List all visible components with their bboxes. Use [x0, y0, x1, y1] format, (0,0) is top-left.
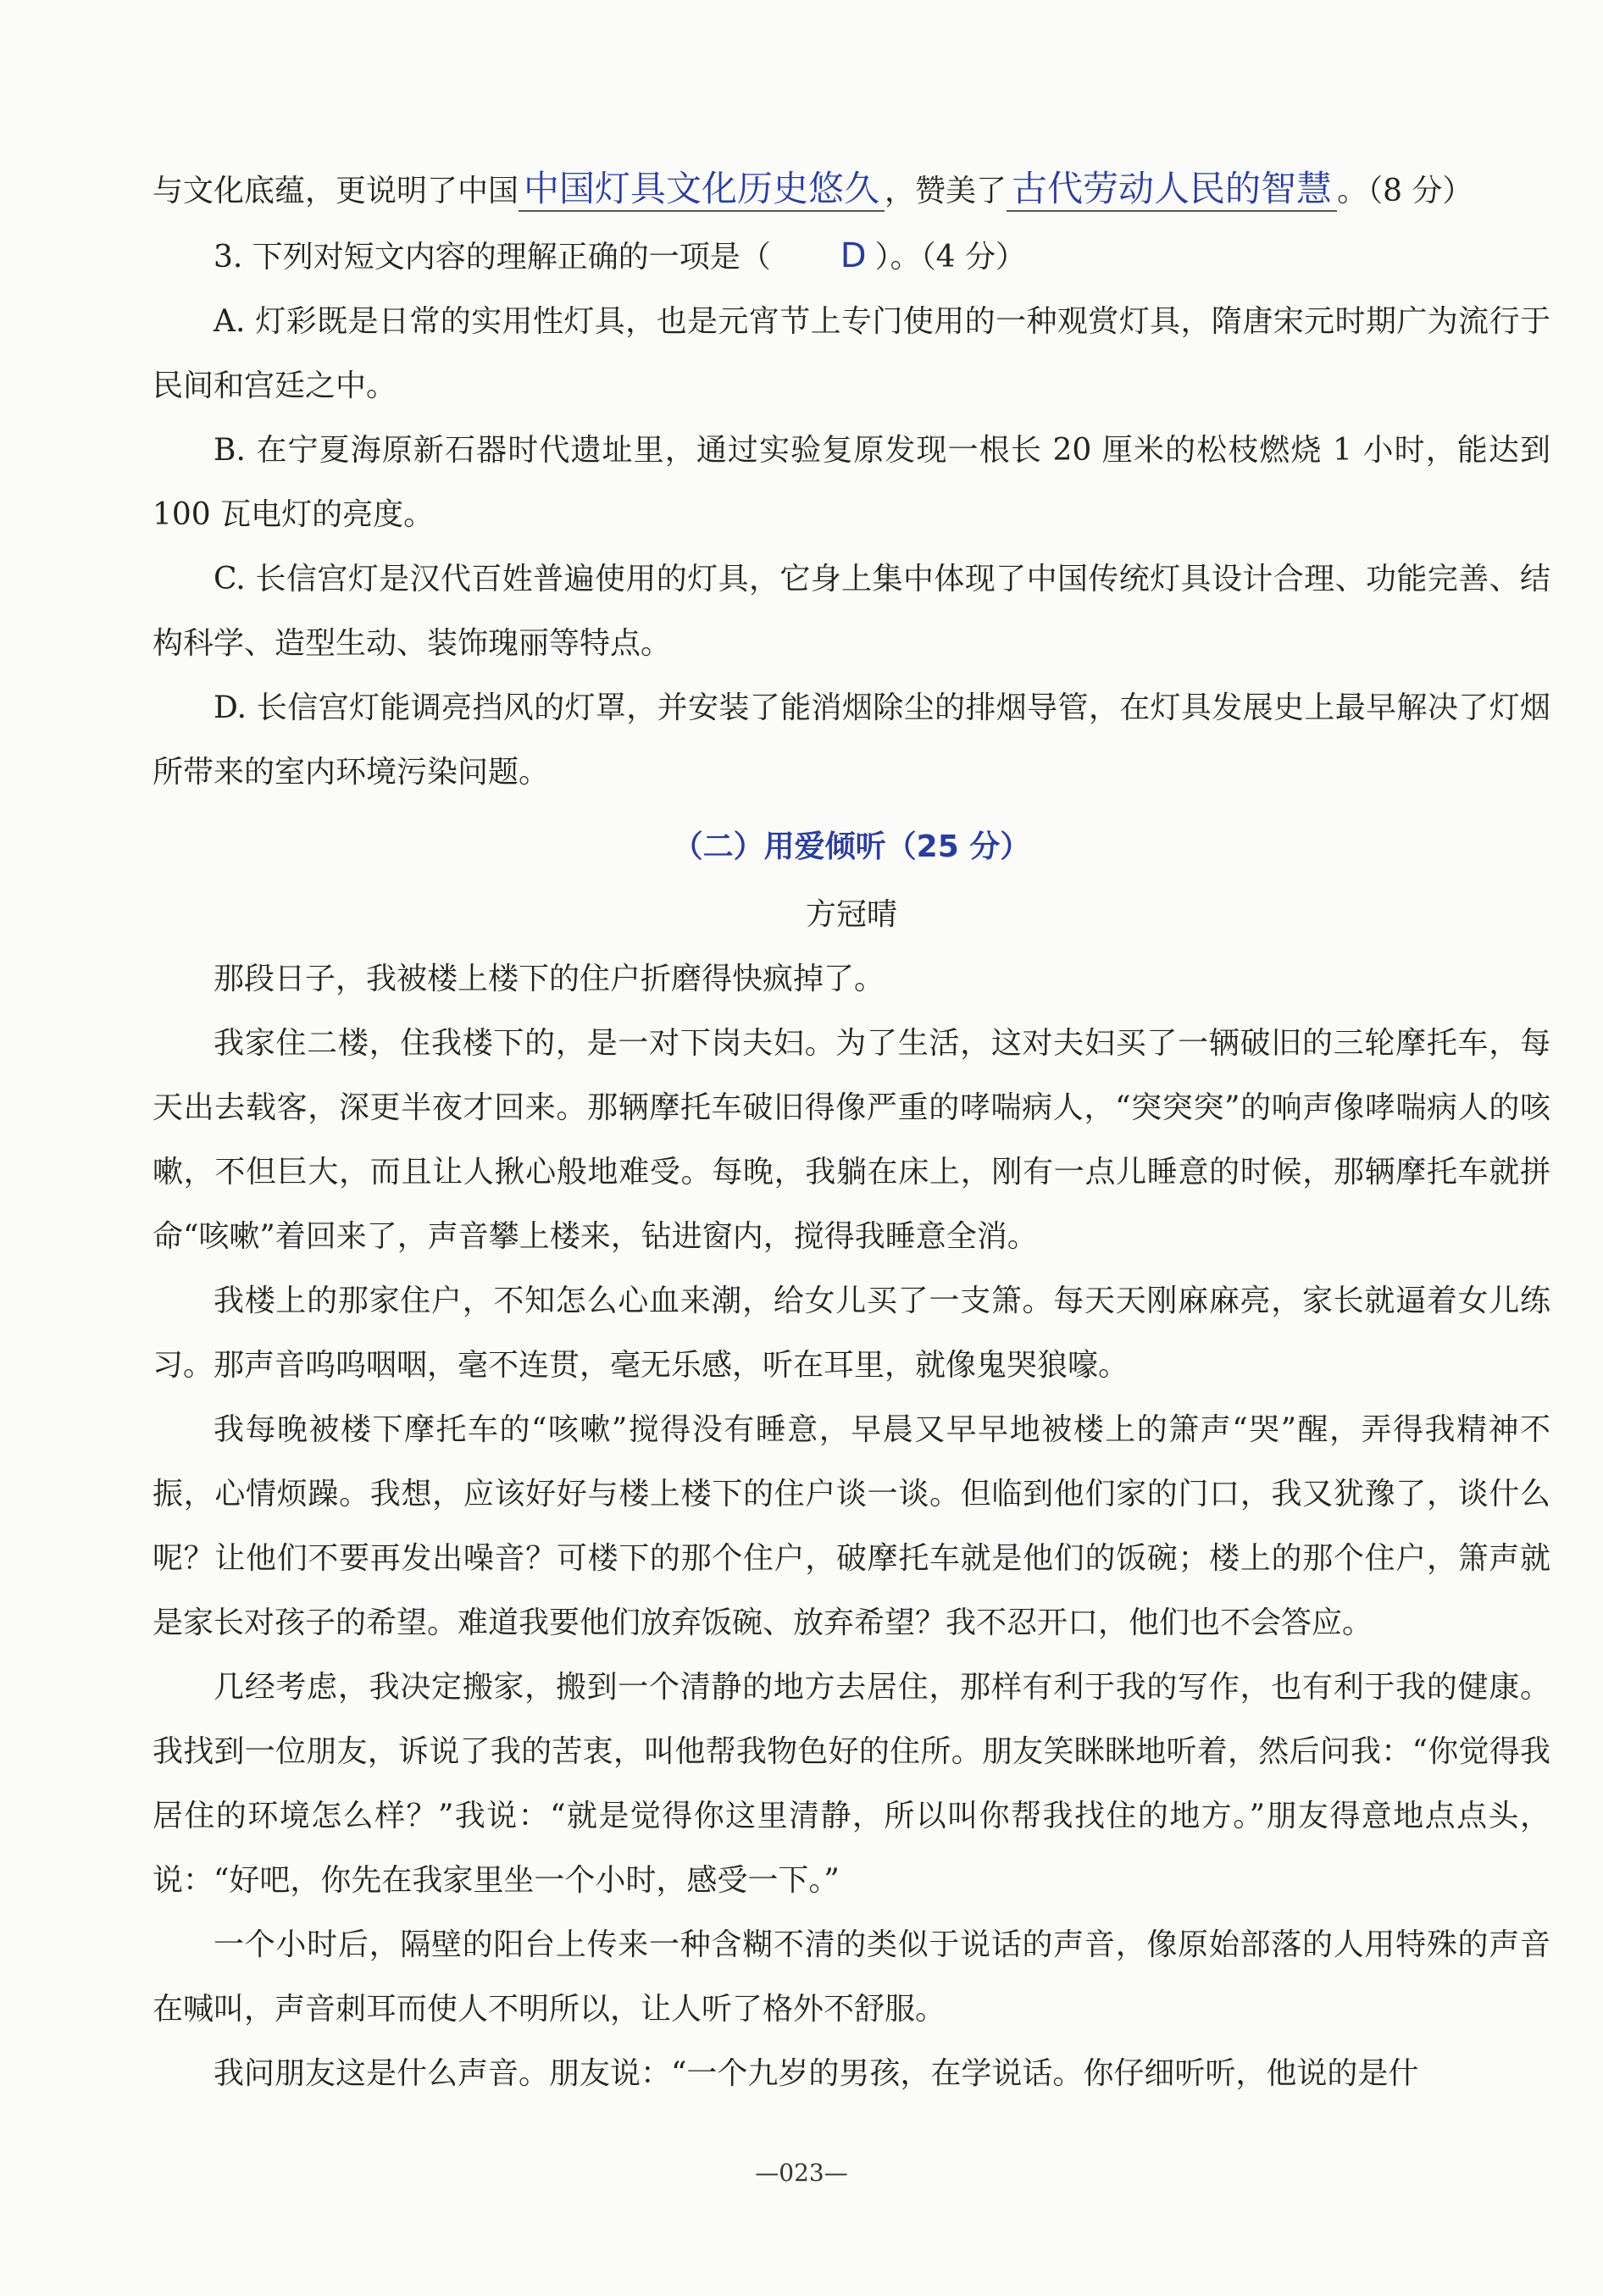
article-paragraph-5: 几经考虑，我决定搬家，搬到一个清静的地方去居住，那样有利于我的写作，也有利于我的健康。我找到一位朋友，诉说了我的苦衷，叫他帮我物色好的住所。朋友笑眯眯地听着，然后问我：“你觉得我居住的环境怎么样？”我说：“就是觉得你这里清静，所以叫你帮我找住的地方。”朋友得意地点点头，说：“好吧，你先在我家里坐一个小时，感受一下。”	[153, 1670, 1550, 1898]
page-number: —023—	[755, 2159, 848, 2187]
q2-text-mid: ，赞美了	[885, 174, 1007, 208]
q3-option-a: A. 灯彩既是日常的实用性灯具，也是元宵节上专门使用的一种观赏灯具，隋唐宋元时期广为流行于民间和宫廷之中。	[153, 304, 1550, 403]
article-paragraph-6: 一个小时后，隔壁的阳台上传来一种含糊不清的类似于说话的声音，像原始部落的人用特殊的声音在喊叫，声音刺耳而使人不明所以，让人听了格外不舒服。	[153, 1927, 1550, 2027]
article-paragraph-4: 我每晚被楼下摩托车的“咳嗽”搅得没有睡意，早晨又早早地被楼上的箫声“哭”醒，弄得我精神不振，心情烦躁。我想，应该好好与楼上楼下的住户谈一谈。但临到他们家的门口，我又犹豫了，谈什么呢？让他们不要再发出噪音？可楼下的那个住户，破摩托车就是他们的饭碗；楼上的那个住户，箫声就是家长对孩子的希望。难道我要他们放弃饭碗、放弃希望？我不忍开口，他们也不会答应。	[153, 1412, 1550, 1640]
q2-answer-1: 中国灯具文化历史悠久	[519, 168, 885, 212]
article-paragraph-1: 那段日子，我被楼上楼下的住户折磨得快疯掉了。	[214, 962, 885, 996]
section-title: （二）用爱倾听（25 分）	[672, 829, 1031, 864]
q2-answer-2: 古代劳动人民的智慧	[1007, 168, 1337, 212]
q3-option-c: C. 长信宫灯是汉代百姓普遍使用的灯具，它身上集中体现了中国传统灯具设计合理、功能完善、结构科学、造型生动、装饰瑰丽等特点。	[153, 562, 1550, 661]
q3-option-d: D. 长信宫灯能调亮挡风的灯罩，并安装了能消烟除尘的排烟导管，在灯具发展史上最早解决了灯烟所带来的室内环境污染问题。	[153, 690, 1550, 790]
q3-option-b: B. 在宁夏海原新石器时代遗址里，通过实验复原发现一根长 20 厘米的松枝燃烧 1 小时，能达到 100 瓦电灯的亮度。	[153, 433, 1550, 532]
q2-text-before: 与文化底蕴，更说明了中国	[153, 174, 519, 208]
q3-answer: D	[840, 236, 867, 275]
question-2-line	[153, 159, 1550, 224]
q3-stem-after: ）。（4 分）	[874, 240, 1026, 275]
article-author: 方冠晴	[805, 897, 897, 932]
question-3-stem	[153, 224, 1550, 290]
article-paragraph-7: 我问朋友这是什么声音。朋友说：“一个九岁的男孩，在学说话。你仔细听听，他说的是什	[214, 2056, 1419, 2091]
page-content	[153, 159, 1550, 2106]
q2-text-after: 。（8 分）	[1337, 174, 1473, 208]
q3-stem-before: 3. 下列对短文内容的理解正确的一项是（	[214, 240, 771, 275]
article-paragraph-3: 我楼上的那家住户，不知怎么心血来潮，给女儿买了一支箫。每天天刚麻麻亮，家长就逼着女儿练习。那声音呜呜咽咽，毫不连贯，毫无乐感，听在耳里，就像鬼哭狼嚎。	[153, 1284, 1550, 1383]
article-paragraph-2: 我家住二楼，住我楼下的，是一对下岗夫妇。为了生活，这对夫妇买了一辆破旧的三轮摩托车，每天出去载客，深更半夜才回来。那辆摩托车破旧得像严重的哮喘病人，“突突突”的响声像哮喘病人的咳嗽，不但巨大，而且让人揪心般地难受。每晚，我躺在床上，刚有一点儿睡意的时候，那辆摩托车就拼命“咳嗽”着回来了，声音攀上楼来，钻进窗内，搅得我睡意全消。	[153, 1026, 1550, 1254]
